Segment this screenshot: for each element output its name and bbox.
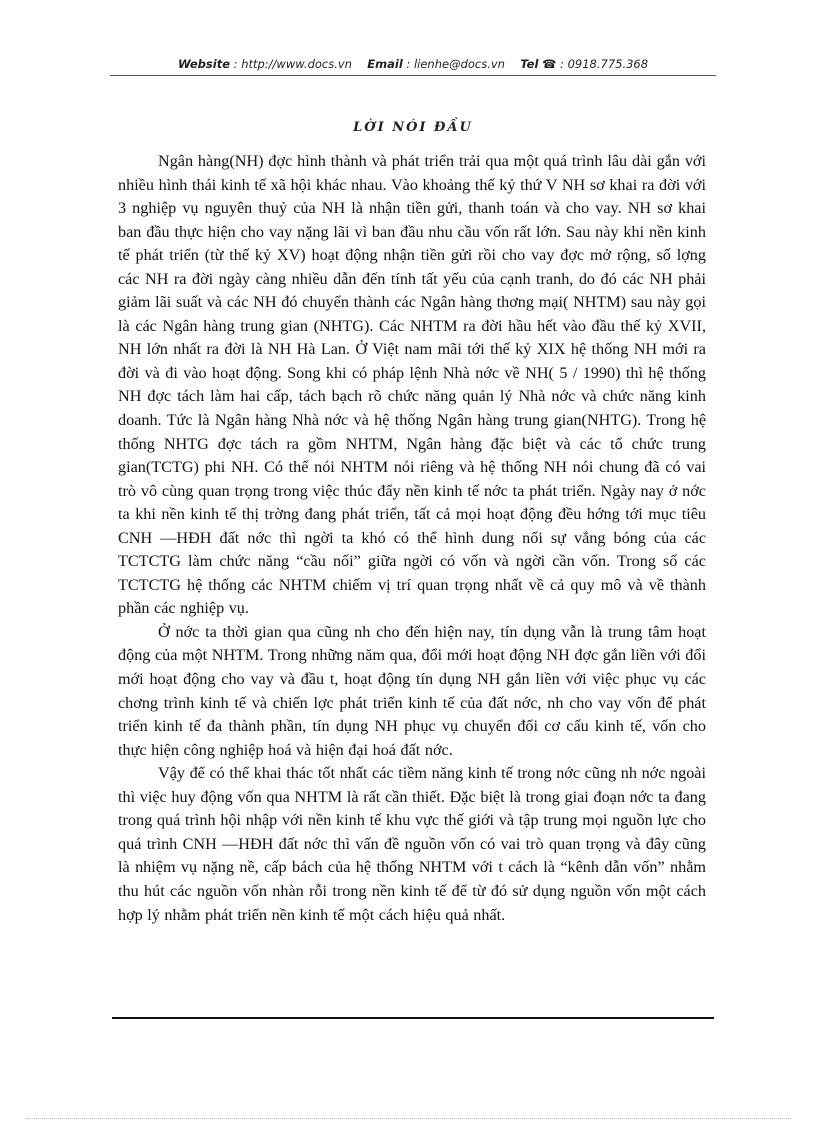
email-label: Email	[367, 57, 403, 71]
page-header	[110, 57, 716, 71]
phone-icon: ☎	[542, 57, 557, 71]
page-title: LỜI NÓI ĐẦU	[353, 120, 473, 135]
paragraph: Vậy để có thể khai thác tốt nhất các tiềm năng kinh tế trong nớc cũng nh nớc ngoài thì việc huy động vốn qua NHTM là rất cần thiết. Đặc biệt là trong giai đoạn nớc ta đang trong quá trình hội nhập với nền kinh tế khu vực thế giới và tập trung mọi nguồn lực cho quá trình CNH —HĐH đất nớc thì vấn đề nguồn vốn có vai trò quan trọng và đây cũng là nhiệm vụ nặng nề, cấp bách của hệ thống NHTM với t cách là “kênh dẫn vốn” nhằm thu hút các nguồn vốn nhàn rỗi trong nền kinh tế để từ đó sử dụng nguồn vốn một cách hợp lý nhằm phát triển nền kinh tế một cách hiệu quả nhất.	[118, 764, 706, 924]
document-body	[118, 150, 706, 927]
footer-divider	[112, 1017, 714, 1019]
website-value: : http://www.docs.vn	[233, 57, 352, 71]
paragraph: Ở nớc ta thời gian qua cũng nh cho đến hiện nay, tín dụng vẫn là trung tâm hoạt động của một NHTM. Trong những năm qua, đổi mới hoạt động NH đợc gắn liền với đổi mới hoạt động cho vay và đầu t, hoạt động tín dụng NH gắn liền với việc phục vụ các chơng trình kinh tế và chiến lợc phát triển kinh tế của đất nớc, nh cho vay vốn để phát triển kinh tế đa thành phần, tín dụng NH phục vụ chuyển đổi cơ cấu kinh tế, vốn cho thực hiện công nghiệp hoá và hiện đại hoá đất nớc.	[118, 622, 706, 759]
page-bottom-border	[25, 1118, 791, 1119]
tel-value: : 0918.775.368	[560, 57, 649, 71]
email-value: : lienhe@docs.vn	[406, 57, 505, 71]
website-label: Website	[177, 57, 231, 71]
paragraph: Ngân hàng(NH) đợc hình thành và phát triển trải qua một quá trình lâu dài gắn với nhiều hình thái kinh tế xã hội khác nhau. Vào khoảng thế kỷ thứ V NH sơ khai ra đời với 3 nghiệp vụ nguyên thuỷ của NH là nhận tiền gửi, thanh toán và cho vay. NH sơ khai ban đầu thực hiện cho vay nặng lãi vì ban đầu nhu cầu vốn rất lớn. Sau này khi nền kinh tế phát triển (từ thế kỷ XV) hoạt động nhận tiền gửi rồi cho vay đợc mở rộng, số lợng các NH ra đời ngày càng nhiều dẫn đến tính tất yếu của cạnh tranh, do đó các NH phải giảm lãi suất và các NH đó chuyển thành các Ngân hàng thơng mại( NHTM) sau này gọi là các Ngân hàng trung gian (NHTG). Các NHTM ra đời hầu hết vào đầu thế kỷ XVII, NH lớn nhất ra đời là NH Hà Lan. Ở Việt nam mãi tới thế kỷ XIX hệ thống NH mới ra đời và đi vào hoạt động. Song khi có pháp lệnh Nhà nớc về NH( 5 / 1990) thì hệ thống NH đợc tách làm hai cấp, tách bạch rõ chức năng quản lý Nhà nớc và chức năng kinh doanh. Tức là Ngân hàng Nhà nớc và hệ thống Ngân hàng trung gian(NHTG). Trong hệ thống NHTG đợc tách ra gồm NHTM, Ngân hàng đặc biệt và các tổ chức trung gian(TCTG) phi NH. Có thể nói NHTM nói riêng và hệ thống NH nói chung đã có vai trò vô cùng quan trọng trong việc thúc đẩy nền kinh tế nớc ta phát triển. Ngày nay ở nớc ta khi nền kinh tế thị trờng đang phát triển, tất cả mọi hoạt động đều hớng tới mục tiêu CNH —HĐH đất nớc thì ngời ta khó có thể hình dung nổi sự vắng bóng của các TCTCTG làm chức năng “cầu nối” giữa ngời có vốn và ngời cần vốn. Trong số các TCTCTG hệ thống các NHTM chiếm vị trí quan trọng nhất về cả quy mô và về thành phần các nghiệp vụ.	[118, 152, 706, 618]
header-divider	[110, 75, 716, 76]
tel-label: Tel	[520, 57, 539, 71]
